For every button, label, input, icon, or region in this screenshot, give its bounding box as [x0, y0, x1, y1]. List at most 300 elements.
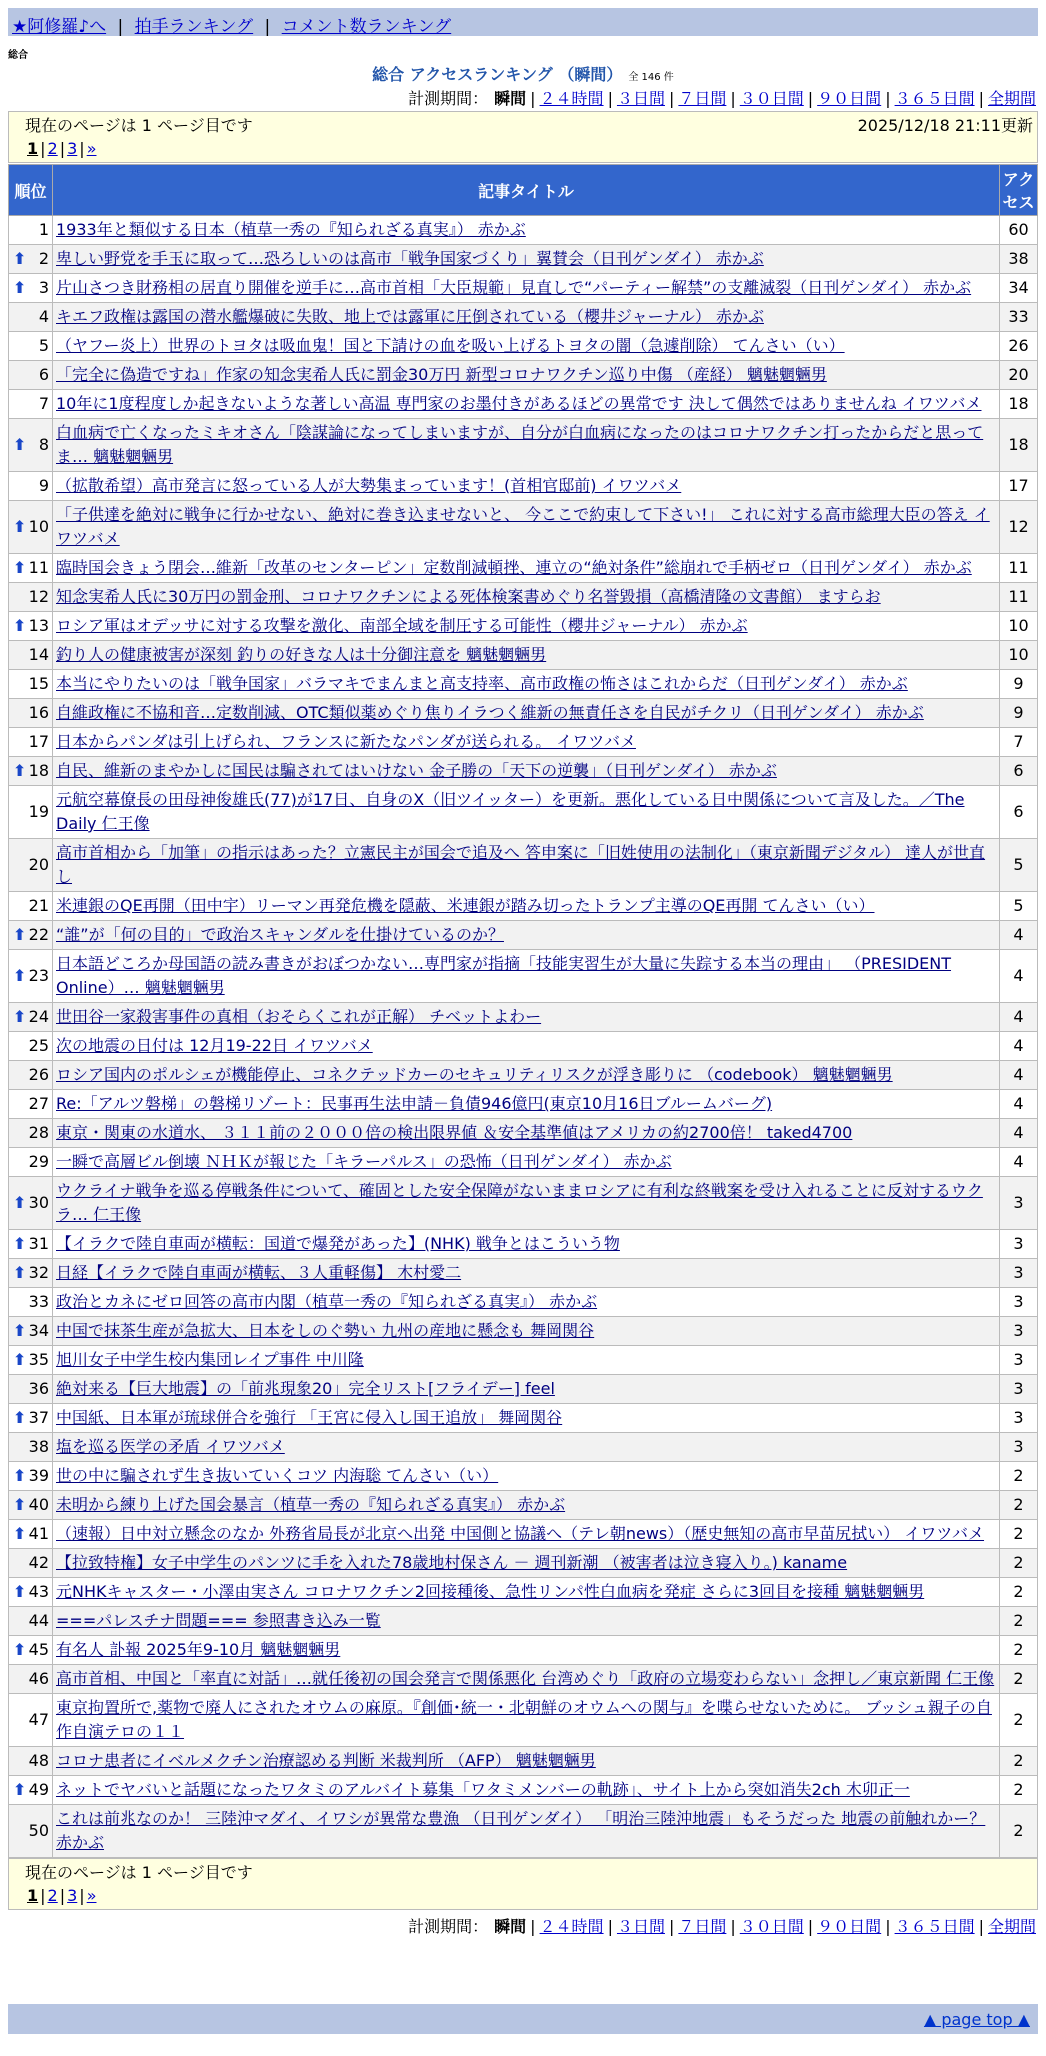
- rank-number: 50: [28, 1821, 49, 1840]
- rank-cell: [9, 390, 53, 419]
- access-count: 26: [1000, 332, 1038, 361]
- table-row: [9, 1346, 1038, 1375]
- article-link[interactable]: 片山さつき財務相の居直り開催を逆手に…高市首相「大臣規範」見直しで“パーティー解禁”の支離滅裂（日刊ゲンダイ） 赤かぶ: [56, 278, 972, 297]
- rank-cell: [9, 1177, 53, 1230]
- up-arrow-icon: ⬆: [13, 278, 27, 297]
- rank-number: 33: [28, 1292, 49, 1311]
- access-count: 3: [1000, 1230, 1038, 1259]
- access-count: 3: [1000, 1177, 1038, 1230]
- rank-cell: [9, 1003, 53, 1032]
- rank-number: 6: [38, 365, 49, 384]
- rank-cell: [9, 612, 53, 641]
- access-count: 2: [1000, 1578, 1038, 1607]
- access-count: 2: [1000, 1694, 1038, 1747]
- access-count: 3: [1000, 1375, 1038, 1404]
- article-link[interactable]: キエフ政権は露国の潜水艦爆破に失敗、地上では露軍に圧倒されている（櫻井ジャーナル） 赤かぶ: [56, 307, 764, 326]
- rank-cell: [9, 1805, 53, 1858]
- article-link[interactable]: 東京・関東の水道水、 ３１１前の２０００倍の検出限界値 ＆安全基準値はアメリカの約2700倍！ taked4700: [56, 1123, 853, 1142]
- rank-number: 49: [28, 1780, 49, 1799]
- title-cell: [53, 699, 1000, 728]
- article-link[interactable]: 元NHKキャスター・小澤由実さん コロナワクチン2回接種後、急性リンパ性白血病を発症 さらに3回目を接種 魑魅魍魎男: [56, 1582, 925, 1601]
- rank-number: 41: [28, 1524, 49, 1543]
- article-link[interactable]: 日本からパンダは引上げられ、フランスに新たなパンダが送られる。 イワツバメ: [56, 732, 636, 751]
- table-row: [9, 1491, 1038, 1520]
- table-row: [9, 1177, 1038, 1230]
- period-label: 計測期間：: [408, 89, 489, 108]
- rank-cell: [9, 1317, 53, 1346]
- table-row: [9, 274, 1038, 303]
- ranking-table: [8, 164, 1038, 1858]
- title-cell: [53, 1317, 1000, 1346]
- access-count: 7: [1000, 728, 1038, 757]
- pager-link[interactable]: 3: [67, 138, 78, 158]
- rank-cell: [9, 921, 53, 950]
- article-link[interactable]: 臨時国会きょう閉会…維新「改革のセンターピン」定数削減頓挫、連立の“絶対条件”総崩れで手柄ゼロ（日刊ゲンダイ） 赤かぶ: [56, 558, 972, 577]
- title-cell: [53, 554, 1000, 583]
- article-link[interactable]: 高市首相、中国と「率直に対話」…就任後初の国会発言で関係悪化 台湾めぐり「政府の立場変わらない」念押し／東京新聞 仁王像: [56, 1669, 995, 1688]
- title-cell: [53, 1776, 1000, 1805]
- rank-cell: [9, 216, 53, 245]
- period-label: 計測期間：: [408, 1917, 489, 1936]
- access-count: 2: [1000, 1747, 1038, 1776]
- rank-cell: [9, 554, 53, 583]
- article-link[interactable]: 元航空幕僚長の田母神俊雄氏(77)が17日、自身のX（旧ツイッター）を更新。悪化している日中関係について言及した。／The Daily 仁王像: [56, 790, 965, 833]
- access-count: 18: [1000, 419, 1038, 472]
- pager-current: 1: [27, 138, 39, 158]
- rank-number: 45: [28, 1640, 49, 1659]
- rank-cell: [9, 670, 53, 699]
- period-link[interactable]: ３０日間: [739, 89, 804, 108]
- title-cell: [53, 1288, 1000, 1317]
- article-link[interactable]: 高市首相から「加筆」の指示はあった？立憲民主が国会で追及へ 答申案に「旧姓使用の法制化」（東京新聞デジタル） 達人が世直し: [56, 843, 986, 886]
- rank-number: 37: [28, 1408, 49, 1427]
- rank-number: 16: [28, 703, 49, 722]
- pager-next[interactable]: »: [86, 1885, 97, 1905]
- article-link[interactable]: 「子供達を絶対に戦争に行かせない、絶対に巻き込ませないと、 今ここで約束して下さい!」 これに対する高市総理大臣の答え イワツバメ: [56, 505, 990, 548]
- table-row: [9, 892, 1038, 921]
- rank-number: 4: [38, 307, 49, 326]
- page-top-link[interactable]: ▲ page top ▲: [923, 2010, 1030, 2029]
- rank-cell: [9, 641, 53, 670]
- rank-cell: [9, 1230, 53, 1259]
- rank-number: 21: [28, 896, 49, 915]
- period-link[interactable]: 全期間: [987, 1917, 1036, 1936]
- article-link[interactable]: 絶対来る【巨大地震】の「前兆現象20」完全リスト[フライデー] feel: [56, 1379, 555, 1398]
- comment-ranking-link[interactable]: コメント数ランキング: [281, 17, 452, 37]
- table-row: [9, 1665, 1038, 1694]
- access-count: 10: [1000, 641, 1038, 670]
- rank-cell: [9, 1520, 53, 1549]
- rank-number: 29: [28, 1152, 49, 1171]
- rank-cell: [9, 1607, 53, 1636]
- access-count: 2: [1000, 1665, 1038, 1694]
- article-link[interactable]: 旭川女子中学生校内集団レイプ事件 中川隆: [56, 1350, 364, 1369]
- article-link[interactable]: 「完全に偽造ですね」作家の知念実希人氏に罰金30万円 新型コロナワクチン巡り中傷 （産経） 魑魅魍魎男: [56, 365, 827, 384]
- article-link[interactable]: （ヤフー炎上）世界のトヨタは吸血鬼！国と下請けの血を吸い上げるトヨタの闇（急遽削除） てんさい（い）: [56, 336, 845, 355]
- article-link[interactable]: Re:「アルツ磐梯」の磐梯リゾート：民事再生法申請－負債946億円(東京10月16日ブルームバーグ): [56, 1094, 773, 1113]
- up-arrow-icon: ⬆: [13, 1466, 27, 1485]
- title-cell: [53, 757, 1000, 786]
- page-info-bottom: [8, 1858, 1038, 1910]
- top-nav: [8, 8, 1038, 36]
- rank-cell: [9, 728, 53, 757]
- rank-number: 19: [28, 802, 49, 821]
- rank-number: 39: [28, 1466, 49, 1485]
- table-row: [9, 757, 1038, 786]
- up-arrow-icon: ⬆: [13, 1007, 27, 1026]
- title-cell: [53, 1665, 1000, 1694]
- table-row: [9, 786, 1038, 839]
- up-arrow-icon: ⬆: [13, 558, 27, 577]
- article-link[interactable]: 自維政権に不協和音…定数削減、OTC類似薬めぐり焦りイラつく維新の無責任さを自民がチクリ（日刊ゲンダイ） 赤かぶ: [56, 703, 924, 722]
- title-cell: [53, 1433, 1000, 1462]
- article-link[interactable]: 【イラクで陸自車両が横転：国道で爆発があった】(NHK) 戦争とはこういう物: [56, 1234, 620, 1253]
- title-cell: [53, 332, 1000, 361]
- access-count: 6: [1000, 757, 1038, 786]
- access-count: 2: [1000, 1549, 1038, 1578]
- up-arrow-icon: ⬆: [13, 1321, 27, 1340]
- ranking-title-block: [0, 62, 1046, 85]
- rank-cell: [9, 419, 53, 472]
- rank-number: 40: [28, 1495, 49, 1514]
- title-cell: [53, 1636, 1000, 1665]
- rank-number: 27: [28, 1094, 49, 1113]
- article-link[interactable]: 本当にやりたいのは「戦争国家」バラマキでまんまと高支持率、高市政権の怖さはこれからだ（日刊ゲンダイ） 赤かぶ: [56, 674, 908, 693]
- col-title-header: 記事タイトル: [53, 165, 1000, 216]
- rank-number: 5: [38, 336, 49, 355]
- title-cell: [53, 1607, 1000, 1636]
- table-row: [9, 1404, 1038, 1433]
- up-arrow-icon: ⬆: [13, 517, 27, 536]
- table-row: [9, 1003, 1038, 1032]
- title-cell: [53, 1520, 1000, 1549]
- rank-number: 47: [28, 1710, 49, 1729]
- access-count: 20: [1000, 361, 1038, 390]
- period-link[interactable]: ７日間: [678, 1917, 727, 1936]
- rank-cell: [9, 472, 53, 501]
- nav-separator: |: [117, 17, 124, 37]
- rank-number: 25: [28, 1036, 49, 1055]
- article-link[interactable]: ロシア軍はオデッサに対する攻撃を激化、南部全域を制圧する可能性（櫻井ジャーナル） 赤かぶ: [56, 616, 748, 635]
- table-row: [9, 1578, 1038, 1607]
- access-count: 4: [1000, 1003, 1038, 1032]
- rank-number: 11: [28, 558, 49, 577]
- article-link[interactable]: 【拉致特権】女子中学生のパンツに手を入れた78歳地村保さん － 週刊新潮 （被害者は泣き寝入り。) kaname: [56, 1553, 848, 1572]
- table-row: [9, 728, 1038, 757]
- title-cell: [53, 1090, 1000, 1119]
- title-cell: [53, 1549, 1000, 1578]
- article-link[interactable]: 東京拘置所で,薬物で廃人にされたオウムの麻原。『創価･統一・北朝鮮のオウムへの関与』を喋らせないために。 ブッシュ親子の自作自演テロの１１: [56, 1698, 992, 1741]
- up-arrow-icon: ⬆: [13, 1350, 27, 1369]
- up-arrow-icon: ⬆: [13, 925, 27, 944]
- table-row: [9, 699, 1038, 728]
- title-cell: [53, 1259, 1000, 1288]
- article-link[interactable]: 次の地震の日付は 12月19-22日 イワツバメ: [56, 1036, 373, 1055]
- rank-cell: [9, 1491, 53, 1520]
- table-row: [9, 1090, 1038, 1119]
- article-link[interactable]: 1933年と類似する日本（植草一秀の『知られざる真実』） 赤かぶ: [56, 220, 526, 239]
- article-link[interactable]: ロシア国内のポルシェが機能停止、コネクテッドカーのセキュリティリスクが浮き彫りに （codebook） 魑魅魍魎男: [56, 1065, 893, 1084]
- table-row: [9, 839, 1038, 892]
- title-cell: [53, 786, 1000, 839]
- rank-cell: [9, 1032, 53, 1061]
- table-row: [9, 1636, 1038, 1665]
- period-link[interactable]: ２４時間: [539, 89, 604, 108]
- rank-cell: [9, 892, 53, 921]
- table-row: [9, 583, 1038, 612]
- access-count: 4: [1000, 1061, 1038, 1090]
- access-count: 2: [1000, 1462, 1038, 1491]
- period-link[interactable]: ２４時間: [539, 1917, 604, 1936]
- article-link[interactable]: ウクライナ戦争を巡る停戦条件について、確固とした安全保障がないままロシアに有利な終戦案を受け入れることに反対するウクラ… 仁王像: [56, 1181, 983, 1224]
- period-link[interactable]: ３日間: [616, 1917, 665, 1936]
- table-row: [9, 1433, 1038, 1462]
- article-link[interactable]: 卑しい野党を手玉に取って…恐ろしいのは高市「戦争国家づくり」翼賛会（日刊ゲンダイ） 赤かぶ: [56, 249, 764, 268]
- access-count: 5: [1000, 839, 1038, 892]
- article-link[interactable]: 10年に1度程度しか起きないような著しい高温 専門家のお墨付きがあるほどの異常です 決して偶然ではありませんね イワツバメ: [56, 394, 982, 413]
- ranking-body: [9, 216, 1038, 1858]
- rank-cell: [9, 1375, 53, 1404]
- article-link[interactable]: ネットでヤバいと話題になったワタミのアルバイト募集「ワタミメンバーの軌跡」、サイト上から突如消失2ch 木卯正一: [56, 1780, 910, 1799]
- period-selector-top: 計測期間： 瞬間 | ２４時間 | ３日間 | ７日間 | ３０日間 | ９０日間 | ３６５日間 | 全期間: [408, 89, 1036, 108]
- period-link[interactable]: 全期間: [987, 89, 1036, 108]
- article-link[interactable]: 塩を巡る医学の矛盾 イワツバメ: [56, 1437, 285, 1456]
- rank-number: 15: [28, 674, 49, 693]
- title-cell: [53, 1805, 1000, 1858]
- rank-number: 36: [28, 1379, 49, 1398]
- rank-cell: [9, 1404, 53, 1433]
- rank-cell: [9, 1259, 53, 1288]
- article-link[interactable]: （速報）日中対立懸念のなか 外務省局長が北京へ出発 中国側と協議へ（テレ朝news）（歴史無知の高市早苗尻拭い） イワツバメ: [56, 1524, 985, 1543]
- access-count: 18: [1000, 390, 1038, 419]
- access-count: 4: [1000, 950, 1038, 1003]
- rank-number: 14: [28, 645, 49, 664]
- title-cell: [53, 1148, 1000, 1177]
- rank-number: 38: [28, 1437, 49, 1456]
- article-link[interactable]: コロナ患者にイベルメクチン治療認める判断 米裁判所 （AFP） 魑魅魍魎男: [56, 1751, 596, 1770]
- title-cell: [53, 950, 1000, 1003]
- rank-number: 12: [28, 587, 49, 606]
- access-count: 3: [1000, 1259, 1038, 1288]
- pager-link[interactable]: 2: [47, 138, 58, 158]
- article-link[interactable]: 日本語どころか母国語の読み書きがおぼつかない…専門家が指摘「技能実習生が大量に失踪する本当の理由」 （PRESIDENT Online）… 魑魅魍魎男: [56, 954, 952, 997]
- rank-cell: [9, 361, 53, 390]
- pager-next[interactable]: »: [86, 138, 97, 158]
- access-count: 3: [1000, 1317, 1038, 1346]
- title-cell: [53, 1491, 1000, 1520]
- article-link[interactable]: （拡散希望）高市発言に怒っている人が大勢集まっています！(首相官邸前) イワツバメ: [56, 476, 682, 495]
- article-link[interactable]: 米連銀のQE再開（田中宇）リーマン再発危機を隠蔽、米連銀が踏み切ったトランプ主導のQE再開 てんさい（い）: [56, 896, 875, 915]
- page-info-text: 現在のページは 1 ページ目です: [25, 1862, 253, 1882]
- access-count: 2: [1000, 1776, 1038, 1805]
- table-row: [9, 1259, 1038, 1288]
- col-rank-header: 順位: [9, 165, 53, 216]
- rank-number: 31: [28, 1234, 49, 1253]
- table-row: [9, 1375, 1038, 1404]
- title-cell: [53, 361, 1000, 390]
- rank-cell: [9, 1747, 53, 1776]
- access-count: 4: [1000, 1119, 1038, 1148]
- title-cell: [53, 274, 1000, 303]
- article-link[interactable]: 世田谷一家殺害事件の真相（おそらくこれが正解） チベットよわー: [56, 1007, 542, 1026]
- rank-number: 8: [38, 435, 49, 454]
- article-link[interactable]: 中国紙、日本軍が琉球併合を強行 「王宮に侵入し国王追放」 舞岡関谷: [56, 1408, 563, 1427]
- up-arrow-icon: ⬆: [13, 435, 27, 454]
- rank-number: 26: [28, 1065, 49, 1084]
- article-link[interactable]: 世の中に騙されず生き抜いていくコツ 内海聡 てんさい（い）: [56, 1466, 499, 1485]
- table-row: [9, 1462, 1038, 1491]
- article-link[interactable]: 釣り人の健康被害が深刻 釣りの好きな人は十分御注意を 魑魅魍魎男: [56, 645, 547, 664]
- rank-number: 20: [28, 855, 49, 874]
- access-count: 5: [1000, 892, 1038, 921]
- access-count: 4: [1000, 921, 1038, 950]
- pager-link[interactable]: 3: [67, 1885, 78, 1905]
- period-link[interactable]: ３６５日間: [894, 89, 975, 108]
- title-cell: [53, 921, 1000, 950]
- pager-bottom: 1 | 2 | 3 | »: [27, 1885, 97, 1905]
- rank-number: 48: [28, 1751, 49, 1770]
- article-link[interactable]: 政治とカネにゼロ回答の高市内閣（植草一秀の『知られざる真実』） 赤かぶ: [56, 1292, 598, 1311]
- col-access-header: アクセス: [1000, 165, 1038, 216]
- rank-number: 24: [28, 1007, 49, 1026]
- table-row: [9, 332, 1038, 361]
- table-row: [9, 419, 1038, 472]
- up-arrow-icon: ⬆: [13, 616, 27, 635]
- rank-cell: [9, 1578, 53, 1607]
- period-link[interactable]: ７日間: [678, 89, 727, 108]
- access-count: 12: [1000, 501, 1038, 554]
- up-arrow-icon: ⬆: [13, 761, 27, 780]
- nav-separator: |: [264, 17, 271, 37]
- article-link[interactable]: 日経【イラクで陸自車両が横転、３人重軽傷】 木村愛二: [56, 1263, 462, 1282]
- rank-cell: [9, 1119, 53, 1148]
- rank-cell: [9, 1462, 53, 1491]
- table-row: [9, 670, 1038, 699]
- rank-cell: [9, 245, 53, 274]
- bottom-bar: [8, 2004, 1038, 2034]
- title-cell: [53, 1003, 1000, 1032]
- table-row: [9, 1520, 1038, 1549]
- title-cell: [53, 839, 1000, 892]
- title-cell: [53, 390, 1000, 419]
- table-row: [9, 554, 1038, 583]
- access-count: 4: [1000, 1032, 1038, 1061]
- access-count: 2: [1000, 1520, 1038, 1549]
- article-link[interactable]: “誰”が「何の目的」で政治スキャンダルを仕掛けているのか？: [56, 925, 504, 944]
- article-link[interactable]: 中国で抹茶生産が急拡大、日本をしのぐ勢い 九州の産地に懸念も 舞岡関谷: [56, 1321, 595, 1340]
- period-current: 瞬間: [494, 89, 527, 108]
- title-cell: [53, 728, 1000, 757]
- period-current: 瞬間: [494, 1917, 527, 1936]
- rank-number: 18: [28, 761, 49, 780]
- up-arrow-icon: ⬆: [13, 1524, 27, 1543]
- table-row: [9, 921, 1038, 950]
- table-row: [9, 1119, 1038, 1148]
- article-link[interactable]: ===パレスチナ問題=== 参照書き込み一覧: [56, 1611, 381, 1630]
- home-link[interactable]: ★阿修羅♪へ: [12, 17, 107, 37]
- rank-cell: [9, 1288, 53, 1317]
- title-cell: [53, 1747, 1000, 1776]
- article-link[interactable]: 知念実希人氏に30万円の罰金刑、コロナワクチンによる死体検案書めぐり名誉毀損（高橋清隆の文書館） ますらお: [56, 587, 881, 606]
- title-cell: [53, 1230, 1000, 1259]
- table-row: [9, 1288, 1038, 1317]
- period-link[interactable]: ９０日間: [817, 1917, 882, 1936]
- period-link[interactable]: ３日間: [616, 89, 665, 108]
- access-count: 2: [1000, 1636, 1038, 1665]
- title-cell: [53, 1177, 1000, 1230]
- article-link[interactable]: これは前兆なのか！ 三陸沖マダイ、イワシが異常な豊漁 （日刊ゲンダイ） 「明治三陸沖地震」もそうだった 地震の前触れかー？ 赤かぶ: [56, 1809, 986, 1852]
- table-row: [9, 950, 1038, 1003]
- access-count: 9: [1000, 670, 1038, 699]
- rank-cell: [9, 274, 53, 303]
- table-row: [9, 245, 1038, 274]
- access-count: 60: [1000, 216, 1038, 245]
- title-cell: [53, 670, 1000, 699]
- rank-cell: [9, 332, 53, 361]
- title-cell: [53, 892, 1000, 921]
- table-row: [9, 1061, 1038, 1090]
- pager-link[interactable]: 2: [47, 1885, 58, 1905]
- period-link[interactable]: ９０日間: [817, 89, 882, 108]
- article-link[interactable]: 一瞬で高層ビル倒壊 ＮＨＫが報じた「キラーパルス」の恐怖（日刊ゲンダイ） 赤かぶ: [56, 1152, 672, 1171]
- title-cell: [53, 472, 1000, 501]
- page-info-top: [8, 111, 1038, 163]
- period-link[interactable]: ３０日間: [739, 1917, 804, 1936]
- title-cell: [53, 612, 1000, 641]
- table-row: [9, 1549, 1038, 1578]
- access-count: 2: [1000, 1491, 1038, 1520]
- article-link[interactable]: 有名人 訃報 2025年9-10月 魑魅魍魎男: [56, 1640, 341, 1659]
- period-link[interactable]: ３６５日間: [894, 1917, 975, 1936]
- title-cell: [53, 1578, 1000, 1607]
- access-count: 6: [1000, 786, 1038, 839]
- up-arrow-icon: ⬆: [13, 1234, 27, 1253]
- page-info-text: 現在のページは 1 ページ目です: [25, 115, 253, 135]
- applause-ranking-link[interactable]: 拍手ランキング: [134, 17, 254, 37]
- up-arrow-icon: ⬆: [13, 1582, 27, 1601]
- access-count: 3: [1000, 1404, 1038, 1433]
- table-row: [9, 1776, 1038, 1805]
- access-count: 38: [1000, 245, 1038, 274]
- table-row: [9, 612, 1038, 641]
- article-link[interactable]: 未明から練り上げた国会暴言（植草一秀の『知られざる真実』） 赤かぶ: [56, 1495, 566, 1514]
- rank-number: 30: [28, 1193, 49, 1212]
- table-row: [9, 303, 1038, 332]
- table-row: [9, 361, 1038, 390]
- title-cell: [53, 1032, 1000, 1061]
- access-count: 2: [1000, 1805, 1038, 1858]
- rank-number: 32: [28, 1263, 49, 1282]
- article-link[interactable]: 自民、維新のまやかしに国民は騙されてはいけない 金子勝の「天下の逆襲」（日刊ゲンダイ） 赤かぶ: [56, 761, 777, 780]
- article-link[interactable]: 白血病で亡くなったミキオさん「陰謀論になってしまいますが、自分が白血病になったのはコロナワクチン打ったからだと思ってま… 魑魅魍魎男: [56, 423, 984, 466]
- rank-number: 23: [28, 966, 49, 985]
- table-row: [9, 1317, 1038, 1346]
- title-cell: [53, 1346, 1000, 1375]
- rank-cell: [9, 501, 53, 554]
- rank-number: 42: [28, 1553, 49, 1572]
- title-cell: [53, 245, 1000, 274]
- rank-number: 35: [28, 1350, 49, 1369]
- up-arrow-icon: ⬆: [13, 249, 27, 268]
- rank-cell: [9, 1549, 53, 1578]
- rank-number: 44: [28, 1611, 49, 1630]
- rank-number: 17: [28, 732, 49, 751]
- title-cell: [53, 1061, 1000, 1090]
- access-count: 11: [1000, 554, 1038, 583]
- access-count: 10: [1000, 612, 1038, 641]
- rank-cell: [9, 1636, 53, 1665]
- title-cell: [53, 501, 1000, 554]
